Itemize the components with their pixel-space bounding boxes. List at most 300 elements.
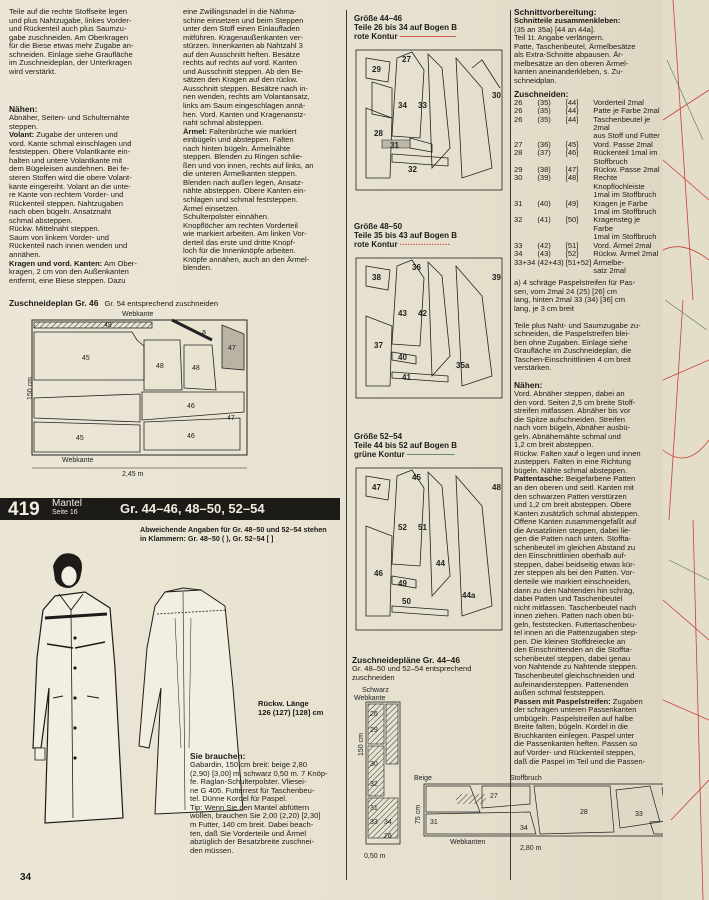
sheet1-piece-33: 33	[418, 101, 427, 110]
rueckw-laenge	[258, 700, 348, 717]
cut-table-cell: (42)	[537, 240, 551, 250]
col1-body-line: steren Stoffen wird die obere Volant-	[9, 173, 132, 183]
cut-table-cell: Ärmelbe-	[593, 257, 625, 267]
cut-table-row	[514, 259, 664, 267]
cut-table-cell: 1mal im Stoffbruch	[593, 207, 657, 217]
sie-brauchen-line: abzüglich der Besatzbreite zuschnei-	[190, 837, 315, 847]
plan46-piece-45: 45	[82, 355, 90, 362]
col2-body-line: derteil das erste und dritte Knopf-	[183, 237, 296, 247]
cut-table-cell: [52]	[565, 249, 579, 259]
col4-para-teile-line: schneiden, die Paspelstreifen blei-	[514, 329, 630, 339]
sheet1-piece-34: 34	[398, 101, 407, 110]
pattern-sheet-edge	[663, 0, 709, 900]
sheet3-title1: Größe 52–54	[354, 432, 403, 441]
col4-body-line: außen schmal feststeppen.	[514, 688, 606, 698]
col4-zuschneiden: Zuschneiden:	[514, 88, 569, 99]
col4-body	[514, 390, 664, 766]
col4-body-line: Bruchkanten einlegen. Paspel unter	[514, 730, 635, 740]
col4-body-line: den schwarzen Patten verstürzen	[514, 491, 627, 501]
col1-body-line: Kragen und vord. Kanten: Am Ober-	[9, 258, 137, 268]
plan-black-schwarz: Schwarz	[362, 687, 389, 694]
col2-body-line: Knöpfe annähen, auch an den Ärmel-	[183, 254, 310, 264]
cut-table-cell: 31	[514, 198, 523, 208]
col1-body-line: Rückenteil nach innen wenden und	[9, 241, 128, 251]
col4-body-line: Vord. Abnäher steppen, dabei an	[514, 388, 625, 398]
col4-body-line: aufeinandersteppen. Pattenenden	[514, 679, 629, 689]
col1-body-line: re Kante von rechtem Vorder- und	[9, 190, 124, 200]
cut-table-cell: (38)	[537, 165, 551, 175]
cut-table-cell: 34	[514, 249, 523, 259]
abweichend-line-2: in Klammern: Gr. 48–50 ( ), Gr. 52–54 [ ]	[140, 533, 274, 543]
plan-black	[354, 686, 404, 866]
sheet3-piece-45: 45	[412, 473, 421, 482]
col2-body-line: links am Saum eingeschlagen annä-	[183, 101, 306, 111]
cut-table-cell: 28	[514, 148, 523, 158]
col4-body-line: von Nahtende zu Nahtende steppen.	[514, 662, 638, 672]
col4-body-line: die Spitze aufschneiden. Streifen	[514, 414, 626, 424]
col2-body-line: Blenden nach außen legen, Ansatz-	[183, 177, 304, 187]
col1-top-line: Teile auf die rechte Stoffseite legen	[9, 7, 128, 16]
cut-table-row	[514, 216, 664, 233]
col1-body-line: dem Bügeleisen ausdehnen. Bei fe-	[9, 164, 130, 174]
plan-beige-piece-31: 31	[430, 819, 438, 826]
sheet3-piece-52: 52	[398, 523, 407, 532]
cut-table-cell: [49]	[565, 198, 579, 208]
cut-table-cell: (43)	[537, 249, 551, 259]
plan-beige-piece-33: 33	[635, 811, 643, 818]
cut-table-cell: [50]	[565, 215, 579, 225]
sheet2-piece-38: 38	[372, 273, 381, 282]
cut-table-cell: 30	[514, 173, 523, 183]
col4-body-line: innen ziehen. Patten nach oben bü-	[514, 611, 634, 621]
col4-body-line: nicht mitfassen. Taschenbeutel nach	[514, 602, 637, 612]
col4-para-teile-line: ben ohne Zugaben. Einlage siehe	[514, 337, 628, 347]
plan46-width: 150 cm	[27, 377, 34, 400]
cut-table-cell: Vorderteil 2mal	[593, 97, 644, 107]
col2-body-line: Ärmel einsetzen.	[183, 203, 240, 213]
col4-teil-line: Patte, Taschenbeutel, Ärmelbesätze	[514, 41, 636, 51]
col4-body-line: der schrägen unteren Passenkanten	[514, 705, 637, 715]
sheet1-piece-31: 31	[390, 141, 399, 150]
cut-table-cell: (35)	[537, 97, 551, 107]
column-rule-1	[346, 10, 347, 880]
col1-body-line: nach oben bügeln. Ansatznaht	[9, 207, 112, 217]
sie-brauchen-line: fe. Raglan-Schulterpolster. Vliesei-	[190, 777, 307, 787]
cut-table-cell: (39)	[537, 173, 551, 183]
col4-body-line: Breite falten, bügeln. Kordel in die	[514, 722, 628, 732]
col4-body-line: die Passenkanten heften. Passen so	[514, 739, 638, 749]
plan-black-piece-30: 30	[370, 761, 378, 768]
col1-top-line: und Rückenteil auch plus Saumzu-	[9, 24, 127, 34]
col1-body-line: schmal absteppen.	[9, 215, 73, 225]
cut-table-cell: [45]	[565, 139, 579, 149]
page-number: 34	[20, 872, 32, 883]
sheet2-diagram	[352, 256, 507, 406]
sie-brauchen-line: tel. Dünne Kordel für Paspel.	[190, 794, 288, 804]
sheet1-title3: rote Kontur	[354, 32, 398, 41]
col4-body-line: die Ansatzlinien steppen, dabei lie-	[514, 525, 631, 535]
plan46-piece-46b: 46	[187, 433, 195, 440]
pattern-number: 419	[8, 499, 40, 520]
cut-table-cell: (35)	[537, 114, 551, 124]
col4-body-line: geln, feststecken. Futtertaschenbeu-	[514, 619, 637, 629]
plan46-piece-48b: 48	[192, 365, 200, 372]
sie-brauchen-line: ten, daß Sie Vorderteile und Ärmel	[190, 828, 307, 838]
cut-table-cell: Kragensteg je Farbe	[593, 215, 641, 233]
plan-beige-piece-34: 34	[520, 825, 528, 832]
col4-body-line: Pattentasche: Beigefarbene Patten	[514, 474, 636, 484]
col4-body-line: den vord. Seiten 2,5 cm breite Stoff-	[514, 397, 636, 407]
col4-body-line: Offene Kanten zusammengefaßt auf	[514, 517, 637, 527]
cut-table-cell	[566, 267, 594, 275]
sheet3-piece-50: 50	[402, 597, 411, 606]
plan46-piece-a: a	[202, 329, 206, 336]
col4-para-a-line: sen, vorn 2mal 24 (25) [26] cm	[514, 286, 617, 296]
cut-table-cell: [44]	[565, 106, 579, 116]
cut-table-cell: 26	[514, 97, 523, 107]
col2-body-line: ßen und von innen, rechts auf links, an	[183, 160, 314, 170]
col2-body-line: Knopflöcher am rechten Vorderteil	[183, 220, 298, 230]
col1-body-line: steppen.	[9, 121, 39, 131]
col1-body-line: kante eingereiht. Volant an die unte-	[9, 181, 131, 191]
sheet3-piece-47: 47	[372, 483, 381, 492]
sheet2-title3: rote Kontur	[354, 240, 398, 249]
col4-body-line: 1,2 cm breit absteppen.	[514, 440, 594, 450]
sheet1-title1: Größe 44–46	[354, 14, 403, 23]
plan-beige	[410, 772, 700, 852]
sheet2-piece-37: 37	[374, 341, 383, 350]
pattern-sizes: Gr. 44–46, 48–50, 52–54	[120, 501, 265, 516]
plan-beige-piece-27: 27	[490, 793, 498, 800]
sheet2-piece-39: 39	[492, 273, 501, 282]
col4-body-line: umbügeln. Paspelstreifen auf halbe	[514, 713, 634, 723]
cut-table-cell: Rückw. Ärmel 2mal	[593, 249, 659, 259]
col4-teil-line: Teil 1t. Angabe verlängern.	[514, 33, 604, 43]
cut-table-cell: 26	[514, 106, 523, 116]
column-rule-2	[510, 10, 511, 880]
sheet1-title2: Teile 26 bis 34 auf Bogen B	[354, 23, 457, 32]
plan46-note: Gr. 54 entsprechend zuschneiden	[104, 299, 219, 308]
cut-table-row	[514, 149, 664, 157]
col4-para-teile-line: Taschen-Einschnittlinien 4 cm breit	[514, 354, 631, 364]
plan-black-webkante: Webkante	[354, 695, 386, 702]
col2-body-line: schlagen und schmal feststeppen.	[183, 195, 298, 205]
col4-body-line: dabei Patten und Taschenbeutel	[514, 594, 623, 604]
sheet3-piece-46: 46	[374, 569, 383, 578]
col2-body-line: unter dem Stoff einen Einlauffaden	[183, 24, 300, 34]
cut-table-cell: 27	[514, 139, 523, 149]
pattern-seite: Seite 16	[52, 509, 78, 516]
col4-body-line: Rückw. Falten xauf o legen und innen	[514, 448, 641, 458]
col2-body-line: steppen. Blenden zu Ringen schlie-	[183, 152, 303, 162]
sheet3-title3: grüne Kontur	[354, 450, 405, 459]
col1-naehen-section	[9, 105, 181, 285]
col4-body-line: schenbeutel im gleichen Abstand zu	[514, 542, 636, 552]
col1-top-line: gabe zuschneiden. Am Oberkragen	[9, 32, 129, 42]
col4-teil-lines	[514, 34, 664, 85]
col4-para-teile	[514, 322, 664, 373]
col2-body-line: nen wenden, rechts am Volantansatz,	[183, 92, 310, 102]
sheet1-piece-28: 28	[374, 129, 383, 138]
col4-body-line: schenbeutel steppen, dabei genau	[514, 653, 631, 663]
sheet1-piece-29: 29	[372, 65, 381, 74]
cut-table-cell: aus Stoff und Futter	[593, 131, 660, 141]
col1-body-line: entfernt, eine Biese steppen. Dazu	[9, 275, 126, 285]
col4-body-line: streifen mitfassen. Abnäher bis vor	[514, 406, 631, 416]
sheet2-piece-41: 41	[402, 373, 411, 382]
cut-table-cell	[537, 267, 565, 275]
col2-body-line: wie markiert arbeiten. Am linken Vor-	[183, 229, 307, 239]
col4-teil-line: melbesätze an den oberen Ärmel-	[514, 58, 629, 68]
cut-table-cell: Rechte Knopflochleiste	[593, 173, 645, 191]
cut-table-cell: satz 2mal	[593, 265, 626, 275]
sie-brauchen-line: (2,90) [3,00] m, schwarz 0,50 m. 7 Knöp-	[190, 768, 328, 778]
col4-para-a	[514, 279, 664, 313]
col1-body-line: Abnäher, Seiten- und Schulternähte	[9, 113, 130, 123]
plan46-piece-47: 47	[228, 345, 236, 352]
plan46-webkante-bottom: Webkante	[62, 457, 94, 464]
col2-body-line: nach hinten bügeln. Ärmelnähte	[183, 143, 291, 153]
cut-table-cell: (40)	[537, 198, 551, 208]
plan-black-piece-33: 33	[370, 819, 378, 826]
plan46-webkante-top: Webkante	[122, 311, 154, 318]
cut-table-cell: [44]	[565, 97, 579, 107]
col1-top-line: und plus Nahtzugabe, linkes Vorder-	[9, 15, 132, 25]
col4-head2: Schnitteile zusammenkleben:	[514, 16, 621, 26]
plan-black-length: 0,50 m	[364, 853, 386, 860]
plan-beige-length: 2,80 m	[520, 845, 542, 852]
col1-body-line: feststeppen. Obere Volantkante ein-	[9, 147, 131, 157]
col2-body-line: blenden.	[183, 263, 213, 273]
cut-table-cell: Rückw. Passe 2mal	[593, 165, 660, 175]
sie-brauchen-heading: Sie brauchen:	[190, 751, 246, 761]
plan46-caption	[9, 299, 339, 309]
cut-table-cell: 33	[514, 240, 523, 250]
sheet3-piece-49: 49	[398, 579, 407, 588]
cut-table-row	[514, 174, 664, 191]
plan-beige-piece-28: 28	[580, 809, 588, 816]
cut-table-cell: [47]	[565, 165, 579, 175]
cut-table-cell: Patte je Farbe 2mal	[593, 106, 660, 116]
col4-body-line: zer steppen als bei den Patten. Vor-	[514, 568, 635, 578]
col4-body-line: bügeln. Nähte schmal absteppen.	[514, 465, 628, 475]
col2-body-line: naht schmal absteppen.	[183, 118, 264, 128]
col2-text	[183, 8, 348, 273]
sheet1-title: Größe 44–46 Teile 26 bis 34 auf Bogen B rote Kontur ———————	[354, 14, 509, 41]
col2-body-line: stürzen. Innenkanten ab Nahtzahl 3	[183, 41, 303, 51]
col1-top-line: im Zuschneideplan, der Unterkragen	[9, 58, 132, 68]
col4-body-line: Kanten zusätzlich schmal absteppen.	[514, 508, 640, 518]
col4-body-line: und 1,2 cm breit absteppen. Obere	[514, 500, 632, 510]
col2-body-line: und Ausschnitt steppen. Ab den Be-	[183, 66, 304, 76]
plan-black-piece-29: 29	[370, 727, 378, 734]
cut-table-cell: 1mal im Stoffbruch	[593, 190, 657, 200]
sheet1-piece-27: 27	[402, 55, 411, 64]
cut-table-cell: 32	[514, 215, 523, 225]
sheet2-piece-40: 40	[398, 353, 407, 362]
col4-body-line: Passen mit Paspelstreifen: Zugaben	[514, 696, 643, 706]
col1-top-line: für die Biese etwas mehr Zugabe an-	[9, 41, 134, 51]
pattern-name: Mantel	[52, 498, 83, 509]
col4-body-line: dann zu den Nahtenden hin schräg,	[514, 585, 635, 595]
cut-table-cell: Vord. Ärmel 2mal	[593, 240, 652, 250]
col4-para-teile-line: Teile plus Naht- und Saumzugabe zu-	[514, 320, 641, 330]
plan46-title: Zuschneideplan Gr. 46	[9, 298, 99, 308]
cut-table-cell: [51]	[565, 240, 579, 250]
col4-body-line: den Einschnittenden an die Stoffta-	[514, 645, 633, 655]
cut-table-row	[514, 267, 664, 275]
plans4446-note2: zuschneiden	[352, 672, 395, 682]
rueckw-laenge-label: Rückw. Länge	[258, 699, 309, 708]
plan-black-piece-32: 32	[370, 781, 378, 788]
col4-naehen: Nähen:	[514, 379, 543, 390]
pattern-banner	[0, 498, 340, 520]
plan-beige-stoffbruch: Stoffbruch	[510, 775, 542, 782]
col1-body-line: annähen.	[9, 249, 41, 259]
cut-table-cell: Taschenbeutel je 2mal	[593, 114, 651, 132]
col4-head1: Schnittvorbereitung:	[514, 7, 597, 17]
cut-table-cell: (41)	[537, 215, 551, 225]
sie-brauchen-line: wollen, brauchen Sie 2,00 (2,20) [2,30]	[190, 811, 321, 821]
col2-body-line: nähte absteppen. Obere Kanten ein-	[183, 186, 306, 196]
col1-body-line: Saum von linkem Vorder- und	[9, 232, 110, 242]
col4-body-line: Taschenbeutel gleichschneiden und	[514, 671, 635, 681]
cut-table-cell: (42+43)	[537, 257, 564, 267]
plan-black-piece-31: 31	[370, 805, 378, 812]
col4-teil-line: schneidplan.	[514, 76, 557, 86]
cut-table-row	[514, 116, 664, 133]
sie-brauchen-line: Gabardin, 150 cm breit: beige 2,80	[190, 760, 307, 770]
cut-table-cell	[514, 267, 537, 275]
cut-table-cell: [51+52]	[565, 257, 592, 267]
plan46-piece-48a: 48	[156, 363, 164, 370]
sie-brauchen-body	[190, 761, 350, 855]
sie-brauchen-line: den müssen.	[190, 845, 234, 855]
plan-beige-webkanten: Webkanten	[450, 839, 486, 846]
sheet2-piece-42: 42	[418, 309, 427, 318]
sie-brauchen	[190, 752, 350, 855]
plan46-piece-47b: 47	[227, 415, 235, 422]
sheet3-diagram	[352, 466, 507, 636]
col2-body-line: Ärmel: Faltenbrüche wie markiert	[183, 126, 297, 136]
col2-body-line: rechts auf rechts auf vord. Kanten	[183, 58, 297, 68]
sheet2-piece-43: 43	[398, 309, 407, 318]
cut-table-cell: (37)	[537, 148, 551, 158]
col1-body-line: Rückenteil steppen. Nahtzugaben	[9, 198, 123, 208]
cut-table-cell: Stoffbruch	[593, 156, 628, 166]
col4-teil-line: kanten aneinanderkleben, s. Zu-	[514, 67, 623, 77]
sheet2-title2: Teile 35 bis 43 auf Bogen B	[354, 231, 457, 240]
plan-black-piece-34: 34	[384, 819, 392, 826]
plans4446-note1: Gr. 48–50 und 52–54 entsprechend	[352, 664, 472, 674]
plan-beige-label: Beige	[414, 775, 432, 782]
cut-table-cell: [44]	[565, 114, 579, 124]
col1-top-text	[9, 8, 179, 76]
col2-body-line: Ausschnitt steppen. Besätze nach in-	[183, 83, 308, 93]
sheet2-title1: Größe 48–50	[354, 222, 403, 231]
plan46-length: 2,45 m	[122, 471, 144, 478]
sheet3-piece-44: 44	[436, 559, 445, 568]
col2-body-line: schine einsetzen und beim Steppen	[183, 15, 304, 25]
sheet3-title2: Teile 44 bis 52 auf Bogen B	[354, 441, 457, 450]
sheet1-piece-30: 30	[492, 91, 501, 100]
cut-table-cell: 33+34	[514, 257, 536, 267]
col4-body-line: pen. Die kleinen Stoffdreiecke an	[514, 636, 626, 646]
col1-naehen-heading: Nähen:	[9, 104, 38, 114]
col2-body-line: auf den Ausschnitt heften. Besätze	[183, 49, 300, 59]
col4-line1: (35 an 35a) [44 an 44a].	[514, 24, 596, 34]
col1-body-line: Volant: Zugabe der unteren und	[9, 130, 118, 140]
col1-naehen-body	[9, 114, 181, 285]
plan46-piece-46a: 46	[187, 403, 195, 410]
col2-body-line: sätzen den Kragen auf den rückw.	[183, 75, 298, 85]
col4-body-line: den Einschnittlinien oberhalb auf-	[514, 551, 627, 561]
col4-teil-line: als Extra-Schnitte abpausen. Är-	[514, 50, 624, 60]
col1-body-line: Rückw. Mittelnaht steppen.	[9, 224, 100, 234]
plans4446-title: Zuschneidepläne Gr. 44–46	[352, 655, 460, 665]
col1-body-line: halten und untere Volantkante mit	[9, 155, 123, 165]
cut-table-cell: 26	[514, 114, 523, 124]
cut-table-cell: Rückenteil 1mal im	[593, 148, 658, 158]
col4-para-a-line: a) 4 schräge Paspelstreifen für Pas-	[514, 278, 636, 288]
col4-para-a-line: lang, hinten 2mal 33 (34) [36] cm	[514, 295, 626, 305]
sheet3-piece-44a: 44a	[462, 591, 476, 600]
sheet1-piece-32: 32	[408, 165, 417, 174]
col4-body-line: geln. Abnähernähte schmal und	[514, 431, 621, 441]
col4-text	[514, 8, 664, 766]
sheet3-piece-48: 48	[492, 483, 501, 492]
plan46-diagram	[12, 310, 342, 490]
cut-table-cell: 1mal im Stoffbruch	[593, 232, 657, 242]
col4-body-line: auf Vorder- und Rückenteil steppen,	[514, 747, 636, 757]
rueckw-laenge-value: 126 (127) [128] cm	[258, 707, 324, 717]
col2-body-line: einbügeln und absteppen. Falten	[183, 135, 294, 145]
col2-body-line: hen. Vord. Kanten und Kragenanstz-	[183, 109, 306, 119]
col2-body-line: eine Zwillingsnadel in die Nähma-	[183, 7, 297, 16]
col4-body-line: gen die Patten nach unten. Stoffta-	[514, 534, 632, 544]
cut-table-cell: 29	[514, 165, 523, 175]
sie-brauchen-line: Tip: Wenn Sie den Mantel abfüttern	[190, 802, 310, 812]
plan-beige-width: 75 cm	[415, 804, 422, 824]
col4-body-line: daß die Paspel im Teil und die Passen-	[514, 756, 646, 766]
cut-table-cell: (35)	[537, 106, 551, 116]
col1-body-line: vord. Kante schmal einschlagen und	[9, 138, 132, 148]
plans4446-caption	[352, 656, 512, 682]
col4-body-line: an den oberen und seitl. Kanten mit	[514, 483, 634, 492]
cut-table-cell: Vord. Passe 2mal	[593, 139, 653, 149]
sheet2-piece-35a: 35a	[456, 361, 470, 370]
col1-body-line: kragen, 2 cm von den Außenkanten	[9, 267, 129, 277]
plan46-piece-49: 49	[104, 322, 112, 329]
col4-para-teile-line: Graufläche im Zuschneideplan, die	[514, 346, 632, 356]
col4-body-line: steppen, dabei beidseitig etwas kür-	[514, 559, 636, 569]
col4-cut-table	[514, 99, 664, 276]
col4-body-line: nach vorn bügeln, Abnäher ausbü-	[514, 423, 631, 433]
cut-table-cell: [48]	[565, 173, 579, 183]
col4-para-a-line: lang, je 3 cm breit	[514, 303, 574, 313]
sheet3-piece-51: 51	[418, 523, 427, 532]
col4-para-teile-line: verstärken.	[514, 363, 552, 373]
plan-black-piece-26: 26	[370, 711, 378, 718]
col2-body-line: Schulterpolster einnähen.	[183, 212, 270, 222]
col2-body-line: loch für die Innenknöpfe arbeiten.	[183, 246, 296, 256]
sheet3-title: Größe 52–54 Teile 44 bis 52 auf Bogen B grüne Kontur ——————	[354, 432, 509, 459]
col4-body-line: derteile wie markiert einschneiden,	[514, 577, 631, 587]
sie-brauchen-line: ne G 405. Futterrest für Taschenbeu-	[190, 785, 315, 795]
plan46-piece-45b: 45	[76, 435, 84, 442]
col4-body-line: zusteppen. Falten in eine Richtung	[514, 457, 631, 467]
col2-body-line: mitführen. Kragenaußenkanten ver-	[183, 32, 303, 42]
